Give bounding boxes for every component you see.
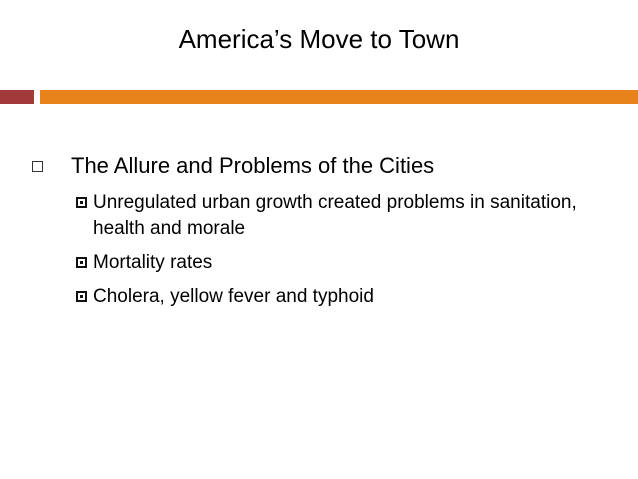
hollow-square-bullet-icon <box>32 161 43 172</box>
boxed-square-bullet-icon <box>76 291 87 302</box>
bullet-item-main <box>32 150 622 182</box>
accent-bar-left <box>0 90 34 104</box>
sub-bullet-item <box>76 250 596 276</box>
slide-title: America’s Move to Town <box>178 24 460 54</box>
sub-bullet-item <box>76 190 596 242</box>
accent-bar-right <box>40 90 638 104</box>
sub-bullet-text: Mortality rates <box>93 252 213 273</box>
sub-bullet-text: Unregulated urban growth created problems in sanitation, health and morale <box>93 192 577 239</box>
sub-bullet-item <box>76 284 596 310</box>
boxed-square-bullet-icon <box>76 197 87 208</box>
boxed-square-bullet-icon <box>76 257 87 268</box>
sub-bullet-text: Cholera, yellow fever and typhoid <box>93 286 374 307</box>
bullet-text-main: The Allure and Problems of the Cities <box>71 153 435 178</box>
